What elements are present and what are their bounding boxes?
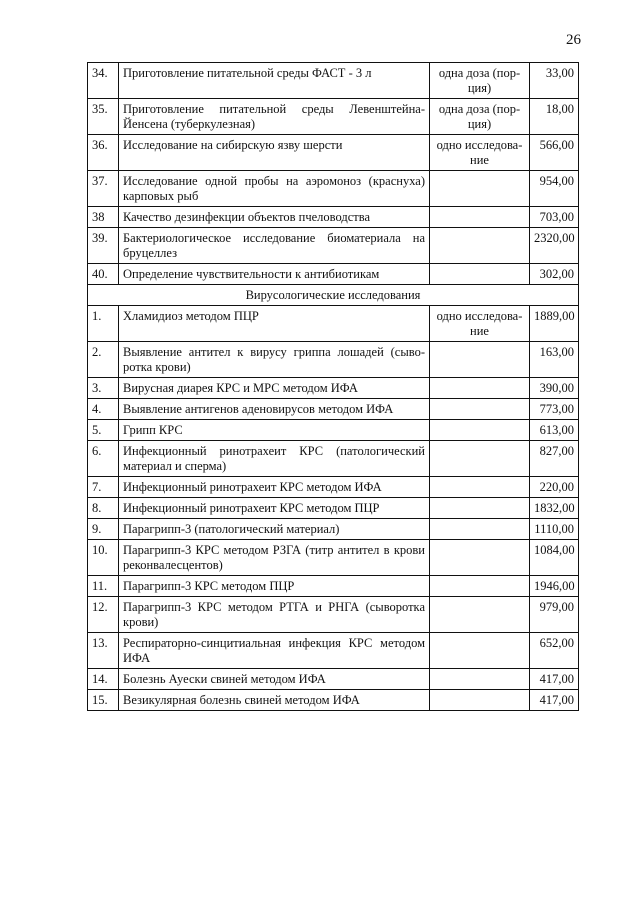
table-row [88, 99, 579, 135]
unit-of-measure: одна доза (пор-ция) [430, 63, 530, 99]
row-number: 1. [88, 306, 119, 342]
unit-of-measure [430, 420, 530, 441]
row-number: 36. [88, 135, 119, 171]
service-name: Грипп КРС [119, 420, 430, 441]
row-number: 12. [88, 597, 119, 633]
service-name: Выявление антител к вирусу гриппа лошадей (сыво-ротка крови) [119, 342, 430, 378]
price-value: 1889,00 [530, 306, 579, 342]
service-name: Парагрипп-3 КРС методом РТГА и РНГА (сыворотка крови) [119, 597, 430, 633]
table-row [88, 264, 579, 285]
table-row [88, 228, 579, 264]
service-name: Инфекционный ринотрахеит КРС методом ИФА [119, 477, 430, 498]
row-number: 5. [88, 420, 119, 441]
unit-of-measure [430, 477, 530, 498]
service-name: Респираторно-синцитиальная инфекция КРС методом ИФА [119, 633, 430, 669]
service-name: Исследование на сибирскую язву шерсти [119, 135, 430, 171]
table-row [88, 378, 579, 399]
unit-of-measure [430, 576, 530, 597]
table-row [88, 669, 579, 690]
price-value: 390,00 [530, 378, 579, 399]
row-number: 2. [88, 342, 119, 378]
price-value: 613,00 [530, 420, 579, 441]
service-name: Качество дезинфекции объектов пчеловодства [119, 207, 430, 228]
table-row [88, 306, 579, 342]
row-number: 6. [88, 441, 119, 477]
service-name: Бактериологическое исследование биоматериала на бруцеллез [119, 228, 430, 264]
table-row [88, 633, 579, 669]
price-value: 1084,00 [530, 540, 579, 576]
price-value: 417,00 [530, 690, 579, 711]
unit-of-measure [430, 690, 530, 711]
table-row [88, 420, 579, 441]
table-row [88, 63, 579, 99]
unit-of-measure [430, 228, 530, 264]
price-value: 302,00 [530, 264, 579, 285]
table-row [88, 597, 579, 633]
price-value: 33,00 [530, 63, 579, 99]
row-number: 4. [88, 399, 119, 420]
service-name: Определение чувствительности к антибиотикам [119, 264, 430, 285]
service-name: Приготовление питательной среды Левенштейна-Йенсена (туберкулезная) [119, 99, 430, 135]
unit-of-measure [430, 519, 530, 540]
price-value: 566,00 [530, 135, 579, 171]
unit-of-measure [430, 597, 530, 633]
service-name: Парагрипп-3 КРС методом ПЦР [119, 576, 430, 597]
unit-of-measure: одно исследова-ние [430, 306, 530, 342]
price-value: 417,00 [530, 669, 579, 690]
price-value: 18,00 [530, 99, 579, 135]
unit-of-measure [430, 399, 530, 420]
price-value: 827,00 [530, 441, 579, 477]
service-name: Инфекционный ринотрахеит КРС (патологический материал и сперма) [119, 441, 430, 477]
unit-of-measure [430, 342, 530, 378]
unit-of-measure [430, 441, 530, 477]
row-number: 11. [88, 576, 119, 597]
price-value: 703,00 [530, 207, 579, 228]
unit-of-measure [430, 540, 530, 576]
row-number: 7. [88, 477, 119, 498]
service-name: Хламидиоз методом ПЦР [119, 306, 430, 342]
row-number: 8. [88, 498, 119, 519]
price-value: 979,00 [530, 597, 579, 633]
price-value: 1110,00 [530, 519, 579, 540]
service-name: Выявление антигенов аденовирусов методом ИФА [119, 399, 430, 420]
page-number: 26 [566, 32, 581, 48]
price-value: 773,00 [530, 399, 579, 420]
row-number: 39. [88, 228, 119, 264]
table-row [88, 399, 579, 420]
price-table [87, 62, 579, 711]
row-number: 9. [88, 519, 119, 540]
section-header-row [88, 285, 579, 306]
service-name: Вирусная диарея КРС и МРС методом ИФА [119, 378, 430, 399]
table-row [88, 441, 579, 477]
row-number: 38 [88, 207, 119, 228]
service-name: Парагрипп-3 (патологический материал) [119, 519, 430, 540]
service-name: Инфекционный ринотрахеит КРС методом ПЦР [119, 498, 430, 519]
unit-of-measure [430, 378, 530, 399]
table-row [88, 477, 579, 498]
table-row [88, 135, 579, 171]
service-name: Исследование одной пробы на аэромоноз (краснуха) карповых рыб [119, 171, 430, 207]
unit-of-measure [430, 264, 530, 285]
table-row [88, 519, 579, 540]
row-number: 14. [88, 669, 119, 690]
service-name: Парагрипп-3 КРС методом РЗГА (титр антител в крови реконвалесцентов) [119, 540, 430, 576]
row-number: 10. [88, 540, 119, 576]
unit-of-measure [430, 207, 530, 228]
price-value: 954,00 [530, 171, 579, 207]
price-value: 652,00 [530, 633, 579, 669]
price-value: 1946,00 [530, 576, 579, 597]
unit-of-measure [430, 498, 530, 519]
price-value: 163,00 [530, 342, 579, 378]
table-row [88, 207, 579, 228]
table-body-part1 [88, 63, 579, 285]
row-number: 3. [88, 378, 119, 399]
table-row [88, 690, 579, 711]
table-row [88, 540, 579, 576]
table-row [88, 171, 579, 207]
table-row [88, 498, 579, 519]
unit-of-measure: одна доза (пор-ция) [430, 99, 530, 135]
price-value: 220,00 [530, 477, 579, 498]
service-name: Приготовление питательной среды ФАСТ - 3 л [119, 63, 430, 99]
row-number: 13. [88, 633, 119, 669]
section-header-group [88, 285, 579, 306]
section-title: Вирусологические исследования [88, 285, 579, 306]
row-number: 37. [88, 171, 119, 207]
price-value: 1832,00 [530, 498, 579, 519]
price-value: 2320,00 [530, 228, 579, 264]
unit-of-measure [430, 633, 530, 669]
service-name: Болезнь Ауески свиней методом ИФА [119, 669, 430, 690]
table-row [88, 342, 579, 378]
table-body-part2 [88, 306, 579, 711]
unit-of-measure: одно исследова-ние [430, 135, 530, 171]
table-row [88, 576, 579, 597]
service-name: Везикулярная болезнь свиней методом ИФА [119, 690, 430, 711]
row-number: 34. [88, 63, 119, 99]
row-number: 35. [88, 99, 119, 135]
row-number: 15. [88, 690, 119, 711]
row-number: 40. [88, 264, 119, 285]
unit-of-measure [430, 171, 530, 207]
unit-of-measure [430, 669, 530, 690]
